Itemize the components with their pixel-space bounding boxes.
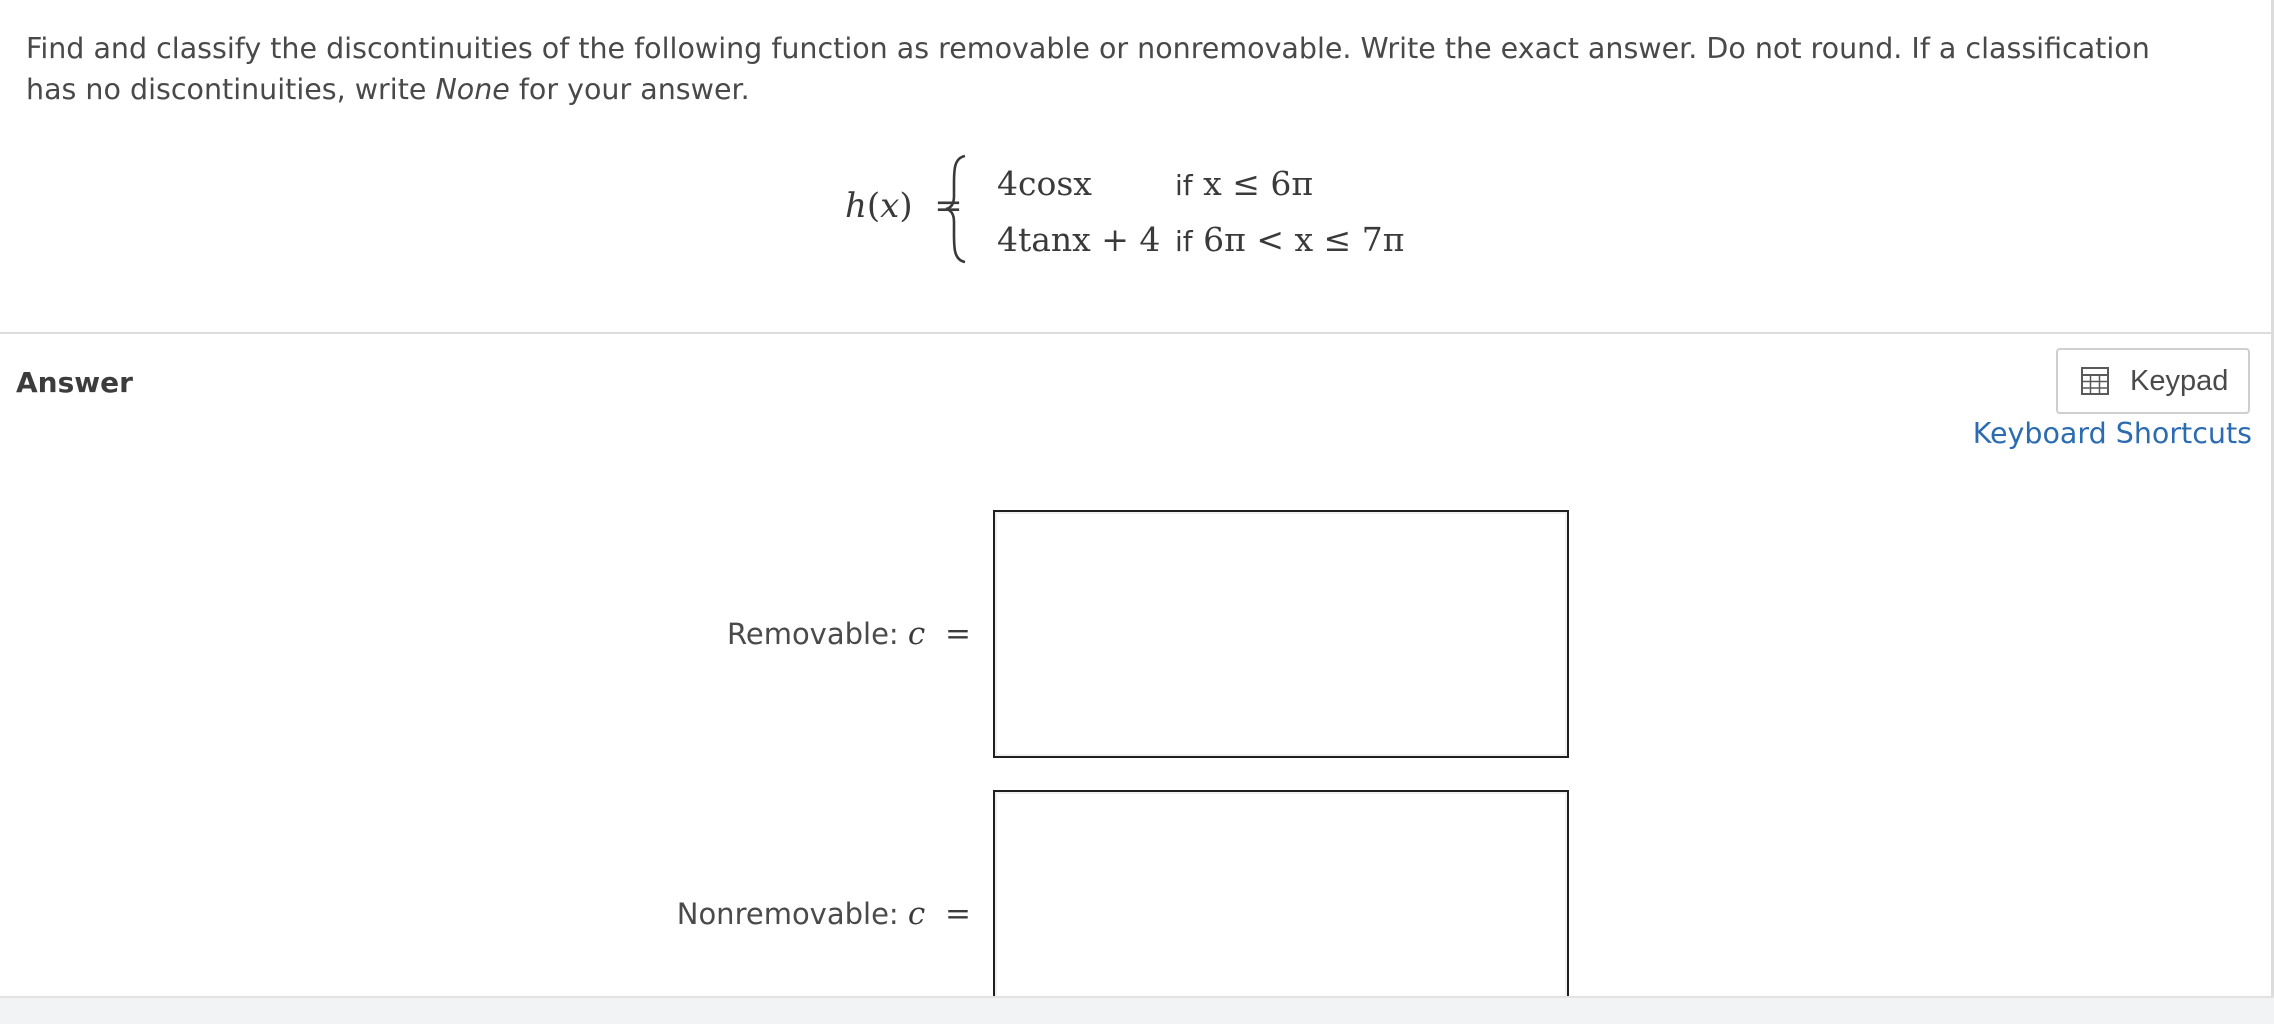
- removable-variable: c: [907, 616, 926, 652]
- case-1-condition-text: x ≤ 6π: [1203, 164, 1314, 203]
- answer-heading: Answer: [16, 366, 133, 399]
- case-2-if: if: [1175, 225, 1193, 258]
- left-brace: [945, 154, 967, 264]
- nonremovable-equals: =: [945, 896, 971, 932]
- function-lhs: h(x) =: [845, 186, 963, 226]
- nonremovable-variable: c: [907, 896, 926, 932]
- nonremovable-field-label: [677, 896, 971, 932]
- piecewise-function: [845, 150, 1405, 270]
- nonremovable-math: [908, 896, 971, 932]
- question-prompt: [26, 28, 2196, 110]
- section-divider: [0, 332, 2274, 334]
- nonremovable-answer-input[interactable]: [993, 790, 1569, 1000]
- keyboard-shortcuts-link[interactable]: Keyboard Shortcuts: [1972, 417, 2252, 450]
- case-2-condition: [1175, 220, 1404, 259]
- footer-bar: [0, 996, 2274, 1024]
- removable-label-text: Removable:: [727, 617, 899, 651]
- keypad-button[interactable]: [2056, 348, 2250, 414]
- case-2-expression: 4tanx + 4: [997, 220, 1161, 259]
- removable-answer-input[interactable]: [993, 510, 1569, 758]
- function-name: h: [845, 186, 867, 226]
- question-emphasis: None: [435, 73, 510, 106]
- question-text-end: for your answer.: [509, 73, 750, 106]
- case-1-condition: [1175, 164, 1313, 203]
- removable-field-label: [727, 616, 971, 652]
- keypad-label: Keypad: [2130, 364, 2229, 397]
- case-2-condition-text: 6π < x ≤ 7π: [1203, 220, 1405, 259]
- question-text: Find and classify the discontinuities of the following function as removable or nonremovable. Write the exact answer. Do not round. If a classification has no discontinuities, write: [26, 32, 2150, 106]
- function-variable: x: [880, 186, 900, 226]
- case-1-if: if: [1175, 169, 1193, 202]
- nonremovable-label-text: Nonremovable:: [676, 897, 899, 931]
- case-1-expression: 4cosx: [997, 164, 1092, 203]
- function-equals: =: [934, 186, 963, 226]
- calculator-icon: [2080, 366, 2110, 396]
- removable-math: [908, 616, 971, 652]
- removable-equals: =: [945, 616, 971, 652]
